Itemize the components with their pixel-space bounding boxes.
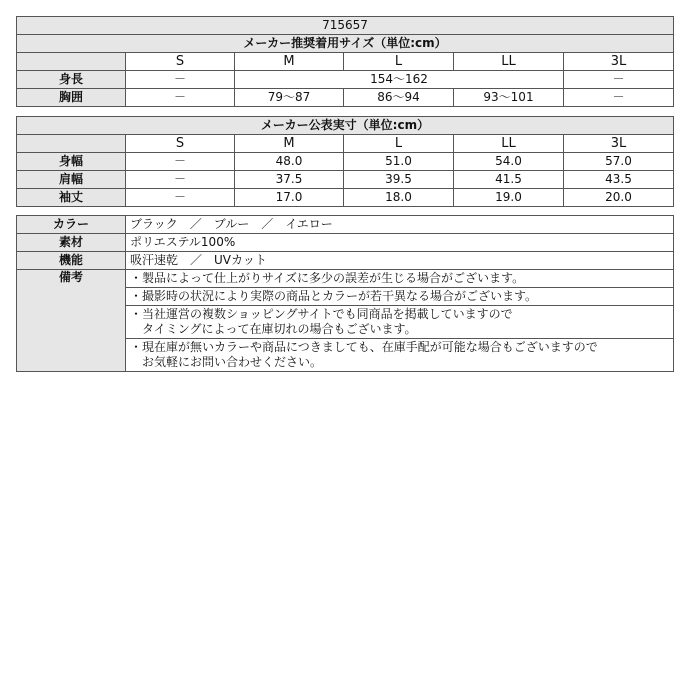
note-item: ・現在庫が無いカラーや商品につきましても、在庫手配が可能な場合もございますので お気軽にお問い合わせください。 [126,339,674,372]
cell: 18.0 [344,189,454,207]
product-code: 715657 [17,17,674,35]
corner-cell [17,135,126,153]
row-label: 身幅 [17,153,126,171]
material-label: 素材 [17,234,126,252]
table-row [17,252,674,270]
table-row [17,89,674,107]
cell: 17.0 [235,189,344,207]
cell: 48.0 [235,153,344,171]
function-label: 機能 [17,252,126,270]
size-header: 3L [564,135,674,153]
table-row [17,71,674,89]
cell: － [564,71,674,89]
note-item: ・撮影時の状況により実際の商品とカラーが若干異なる場合がございます。 [126,288,674,306]
size-header: L [344,53,454,71]
recommended-title: メーカー推奨着用サイズ（単位:cm） [17,35,674,53]
actual-size-table [16,116,674,207]
cell: － [126,89,235,107]
cell: 39.5 [344,171,454,189]
size-header: M [235,53,344,71]
cell: － [126,189,235,207]
cell: 54.0 [454,153,564,171]
cell: 57.0 [564,153,674,171]
size-header: L [344,135,454,153]
cell: － [564,89,674,107]
cell: 37.5 [235,171,344,189]
row-label: 袖丈 [17,189,126,207]
cell: 93～101 [454,89,564,107]
row-label: 身長 [17,71,126,89]
cell: － [126,153,235,171]
actual-title: メーカー公表実寸（単位:cm） [17,117,674,135]
row-label: 肩幅 [17,171,126,189]
table-row [17,234,674,252]
color-label: カラー [17,216,126,234]
product-info-table [16,215,674,372]
cell: 79～87 [235,89,344,107]
recommended-size-table [16,16,674,107]
size-header: 3L [564,53,674,71]
size-header: S [126,53,235,71]
note-item: ・当社運営の複数ショッピングサイトでも同商品を掲載していますので タイミングによって在庫切れの場合もございます。 [126,306,674,339]
cell: 43.5 [564,171,674,189]
note-item: ・製品によって仕上がりサイズに多少の誤差が生じる場合がございます。 [126,270,674,288]
size-header: LL [454,135,564,153]
cell: － [126,171,235,189]
cell: 51.0 [344,153,454,171]
table-row [17,189,674,207]
cell: 20.0 [564,189,674,207]
table-row [17,270,674,288]
function-value: 吸汗速乾 ／ UVカット [126,252,674,270]
row-label: 胸囲 [17,89,126,107]
corner-cell [17,53,126,71]
cell: 41.5 [454,171,564,189]
material-value: ポリエステル100% [126,234,674,252]
notes-label: 備考 [17,270,126,372]
size-header: S [126,135,235,153]
cell: － [126,71,235,89]
size-header: LL [454,53,564,71]
cell: 86～94 [344,89,454,107]
size-header: M [235,135,344,153]
cell: 154～162 [235,71,564,89]
table-row [17,216,674,234]
color-value: ブラック ／ ブルー ／ イエロー [126,216,674,234]
table-row [17,153,674,171]
cell: 19.0 [454,189,564,207]
table-row [17,171,674,189]
